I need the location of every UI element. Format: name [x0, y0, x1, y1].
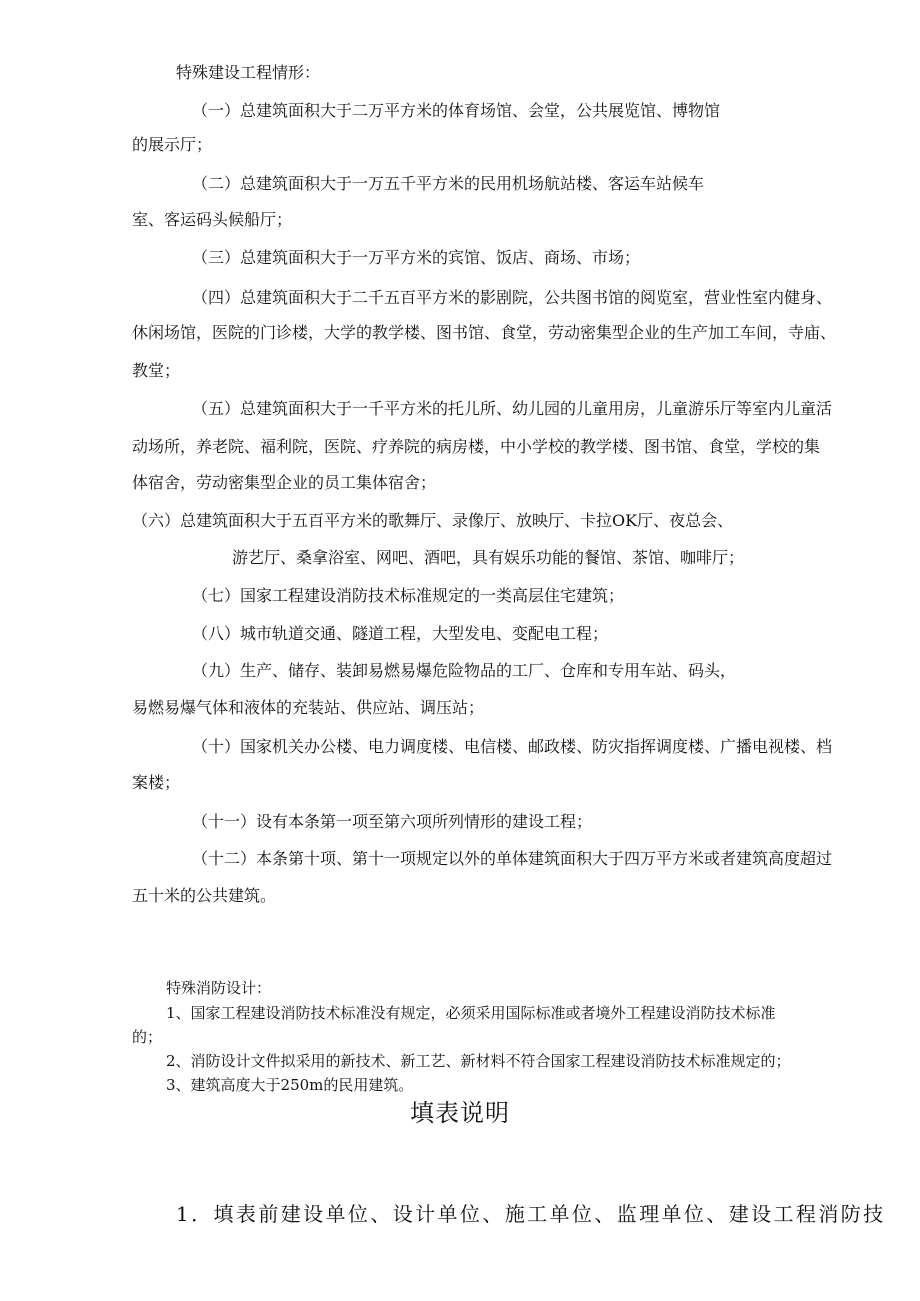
list-item-2-line1: （二）总建筑面积大于一万五千平方米的民用机场航站楼、客运车站候车: [192, 174, 705, 193]
list-item-4-line1: （四）总建筑面积大于二千五百平方米的影剧院，公共图书馆的阅览室，营业性室内健身、: [192, 288, 833, 307]
list-item-10-line1: （十）国家机关办公楼、电力调度楼、电信楼、邮政楼、防灾指挥调度楼、广播电视楼、档: [192, 737, 833, 756]
instructions-title: 填表说明: [410, 1099, 510, 1127]
fire-design-item-3-line1: 3、建筑高度大于250m的民用建筑。: [166, 1076, 414, 1094]
list-item-5-line2: 动场所，养老院、福利院，医院、疗养院的病房楼，中小学校的教学楼、图书馆、食堂，学校的集: [132, 437, 821, 456]
list-item-10-line2: 案楼；: [132, 773, 181, 792]
list-item-9-line1: （九）生产、储存、装卸易燃易爆危险物品的工厂、仓库和专用车站、码头，: [192, 661, 737, 680]
list-item-5-line1: （五）总建筑面积大于一千平方米的托儿所、幼儿园的儿童用房，儿童游乐厅等室内儿童活: [192, 399, 833, 418]
special-fire-design-heading: 特殊消防设计：: [166, 979, 272, 997]
list-item-6-line2: 游艺厅、桑拿浴室、网吧、酒吧，具有娱乐功能的餐馆、茶馆、咖啡厅；: [232, 548, 745, 567]
instructions-item-1: 1．填表前建设单位、设计单位、施工单位、监理单位、建设工程消防技: [176, 1202, 886, 1226]
list-item-11-line1: （十一）设有本条第一项至第六项所列情形的建设工程；: [192, 812, 593, 831]
fire-design-item-1-line1: 1、国家工程建设消防技术标准没有规定，必须采用国际标准或者境外工程建设消防技术标准: [166, 1004, 776, 1022]
list-item-8-line1: （八）城市轨道交通、隧道工程，大型发电、变配电工程；: [192, 624, 609, 643]
list-item-1-line1: （一）总建筑面积大于二万平方米的体育场馆、会堂，公共展览馆、博物馆: [192, 101, 721, 120]
list-item-4-line3: 教堂；: [132, 361, 181, 380]
list-item-12-line2: 五十米的公共建筑。: [132, 886, 277, 905]
list-item-7-line1: （七）国家工程建设消防技术标准规定的一类高层住宅建筑；: [192, 586, 625, 605]
list-item-1-line2: 的展示厅；: [132, 135, 213, 154]
list-item-2-line2: 室、客运码头候船厅；: [132, 210, 293, 229]
list-item-4-line2: 休闲场馆，医院的门诊楼，大学的教学楼、图书馆、食堂，劳动密集型企业的生产加工车间，寺庙、: [132, 323, 837, 342]
list-item-6-line1: （六）总建筑面积大于五百平方米的歌舞厅、录像厅、放映厅、卡拉OK厅、夜总会、: [132, 511, 734, 530]
list-item-3-line1: （三）总建筑面积大于一万平方米的宾馆、饭店、商场、市场；: [192, 248, 641, 267]
fire-design-item-2-line1: 2、消防设计文件拟采用的新技术、新工艺、新材料不符合国家工程建设消防技术标准规定的；: [166, 1052, 791, 1070]
list-item-12-line1: （十二）本条第十项、第十一项规定以外的单体建筑面积大于四万平方米或者建筑高度超过: [192, 849, 833, 868]
special-projects-heading: 特殊建设工程情形：: [176, 63, 321, 82]
fire-design-item-1-line2: 的；: [132, 1028, 163, 1046]
list-item-5-line3: 体宿舍，劳动密集型企业的员工集体宿舍；: [132, 473, 437, 492]
list-item-9-line2: 易燃易爆气体和液体的充装站、供应站、调压站；: [132, 698, 485, 717]
